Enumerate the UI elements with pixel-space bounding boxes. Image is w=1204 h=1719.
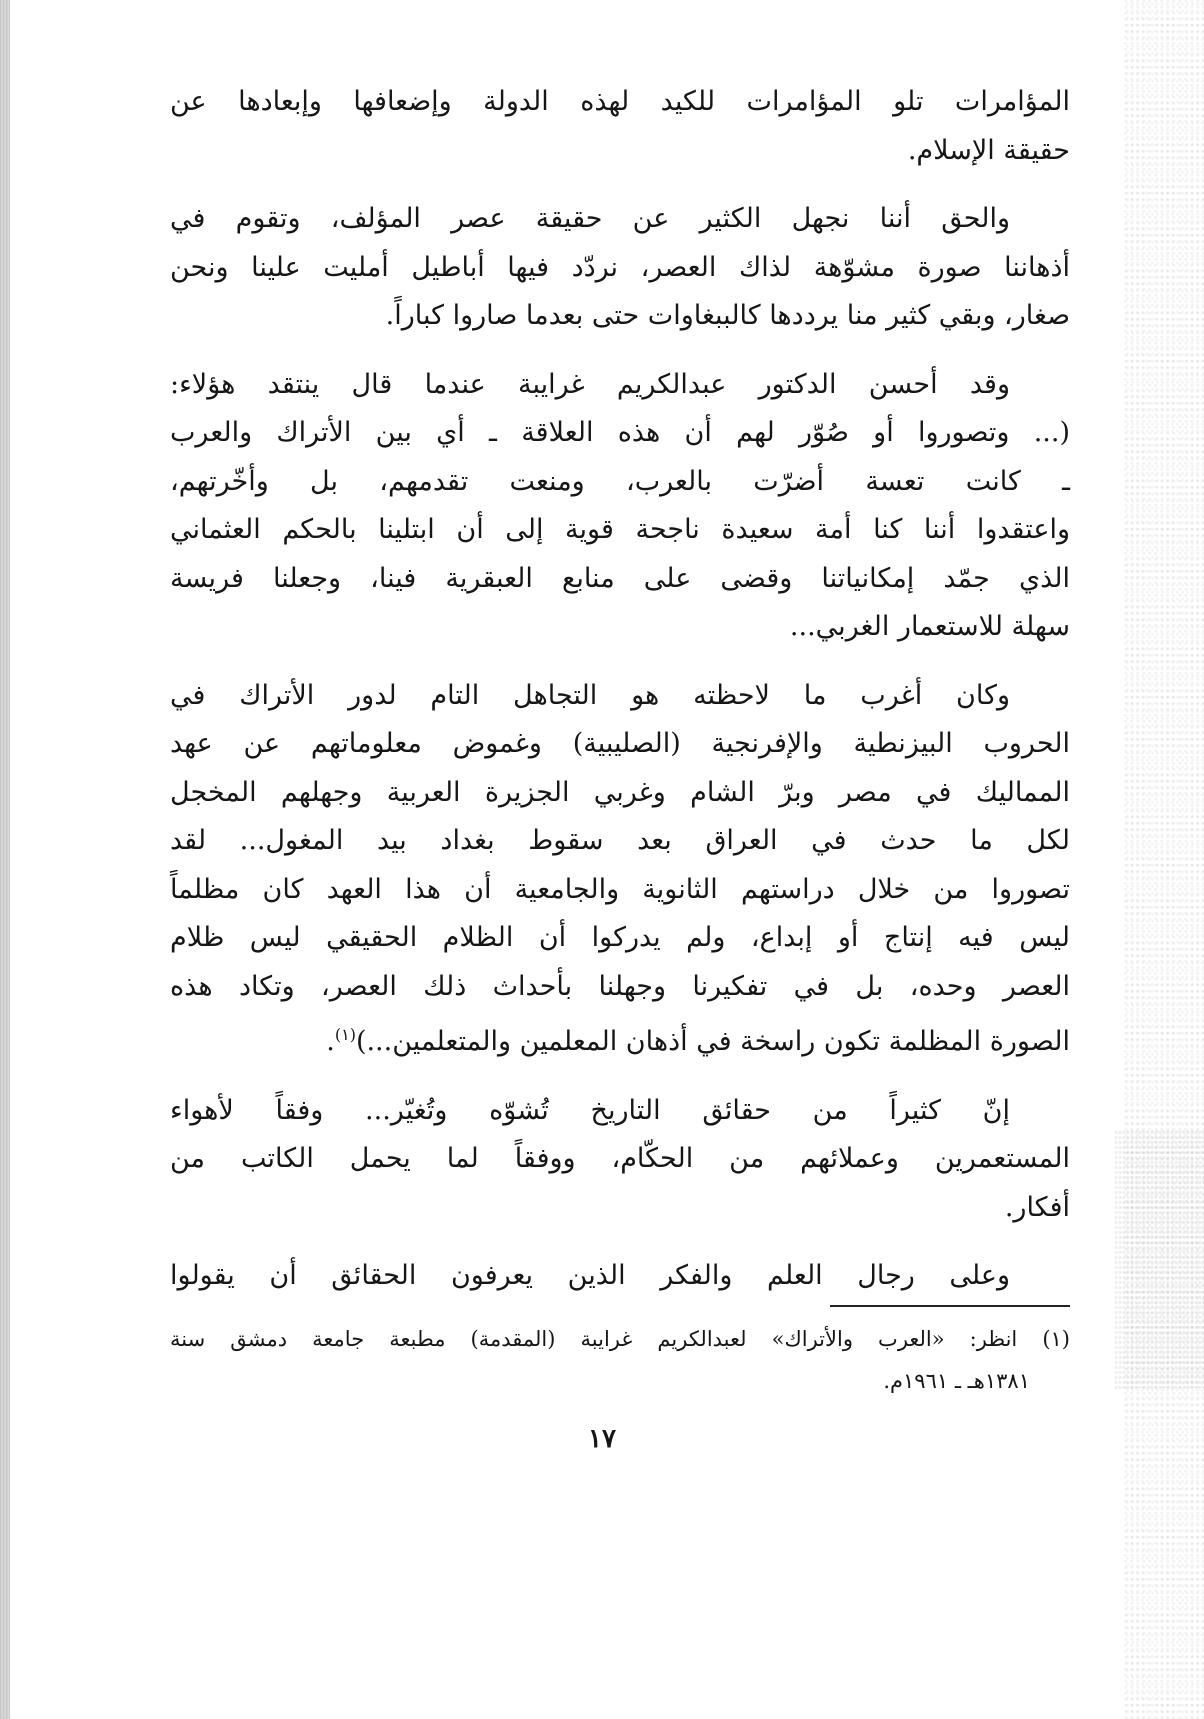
text-line: تصوروا من خلال دراستهم الثانوية والجامعية أن هذا العهد كان مظلماً	[170, 873, 1070, 905]
text-line: أذهاننا صورة مشوّهة لذاك العصر، نردّد فيها أباطيل أمليت علينا ونحن	[170, 251, 1070, 283]
text-line: سهلة للاستعمار الغربي...	[789, 611, 1070, 642]
text-line: (... وتصوروا أو صُوّر لهم أن هذه العلاقة ـ أي بين الأتراك والعرب	[170, 417, 1070, 448]
text-line: المماليك في مصر وبرّ الشام وغربي الجزيرة العربية وجهلهم المخجل	[170, 776, 1070, 808]
text-line: الذي جمّد إمكانياتنا وقضى على منابع العبقرية فينا، وجعلنا فريسة	[170, 562, 1070, 594]
paragraph-1	[170, 78, 1070, 175]
text-line: واعتقدوا أننا كنا أمة سعيدة ناجحة قوية إلى أن ابتلينا بالحكم العثماني	[170, 514, 1070, 545]
text-line: لكل ما حدث في العراق بعد سقوط بغداد بيد المغول... لقد	[170, 825, 1070, 856]
text-line: المؤامرات تلو المؤامرات للكيد لهذه الدولة وإضعافها وإبعادها عن	[170, 86, 1070, 117]
text-line: العصر وحده، بل في تفكيرنا وجهلنا بأحداث ذلك العصر، وتكاد هذه	[170, 970, 1070, 1002]
footnote-line: (١) انظر: «العرب والأتراك» لعبدالكريم غرايبة (المقدمة) مطبعة جامعة دمشق سنة	[170, 1327, 1070, 1351]
text-line-with-footnote	[170, 1011, 1070, 1067]
page-number: ١٧	[588, 1424, 616, 1454]
text-line: والحق أننا نجهل الكثير عن حقيقة عصر المؤلف، وتقوم في	[170, 203, 1010, 234]
paragraph-4	[170, 672, 1070, 1067]
paragraph-2	[170, 195, 1070, 341]
footnote	[170, 1318, 1070, 1402]
page-body	[170, 78, 1070, 1321]
text-line: الحروب البيزنطية والإفرنجية (الصليبية) وغموض معلوماتهم عن عهد	[170, 728, 1070, 759]
paragraph-3	[170, 361, 1070, 652]
text-line: ليس فيه إنتاج أو إبداع، ولم يدركوا أن الظلام الحقيقي ليس ظلام	[170, 922, 1070, 953]
text-line: الصورة المظلمة تكون راسخة في أذهان المعلمين والمتعلمين...)	[355, 1026, 1070, 1057]
text-line: صغار، وبقي كثير منا يرددها كالببغاوات حتى بعدما صاروا كباراً.	[385, 300, 1070, 331]
scan-edge-left	[0, 0, 10, 1719]
end-punctuation: .	[326, 1026, 335, 1057]
footnote-divider	[830, 1305, 1070, 1307]
text-line: ـ كانت تعسة أضرّت بالعرب، ومنعت تقدمهم، بل وأخّرتهم،	[170, 465, 1070, 497]
scan-noise	[1114, 1130, 1204, 1390]
text-line: وكان أغرب ما لاحظته هو التجاهل التام لدور الأتراك في	[170, 679, 1010, 711]
paragraph-5	[170, 1087, 1070, 1233]
text-line: المستعمرين وعملائهم من الحكّام، ووفقاً لما يحمل الكاتب من	[170, 1143, 1070, 1174]
scan-edge-right	[1124, 0, 1204, 1719]
text-line: وقد أحسن الدكتور عبدالكريم غرايبة عندما قال ينتقد هؤلاء:	[170, 368, 1010, 400]
text-line: حقيقة الإسلام.	[907, 134, 1070, 166]
text-line: أفكار.	[1004, 1191, 1070, 1223]
footnote-reference[interactable]: (١)	[334, 1025, 356, 1044]
text-line: وعلى رجال العلم والفكر الذين يعرفون الحقائق أن يقولوا	[170, 1260, 1010, 1291]
text-line: إنّ كثيراً من حقائق التاريخ تُشوّه وتُغيّر... وفقاً لأهواء	[170, 1094, 1010, 1126]
footnote-line: ١٣٨١هـ ـ ١٩٦١م.	[883, 1369, 1030, 1393]
paragraph-6	[170, 1252, 1070, 1301]
